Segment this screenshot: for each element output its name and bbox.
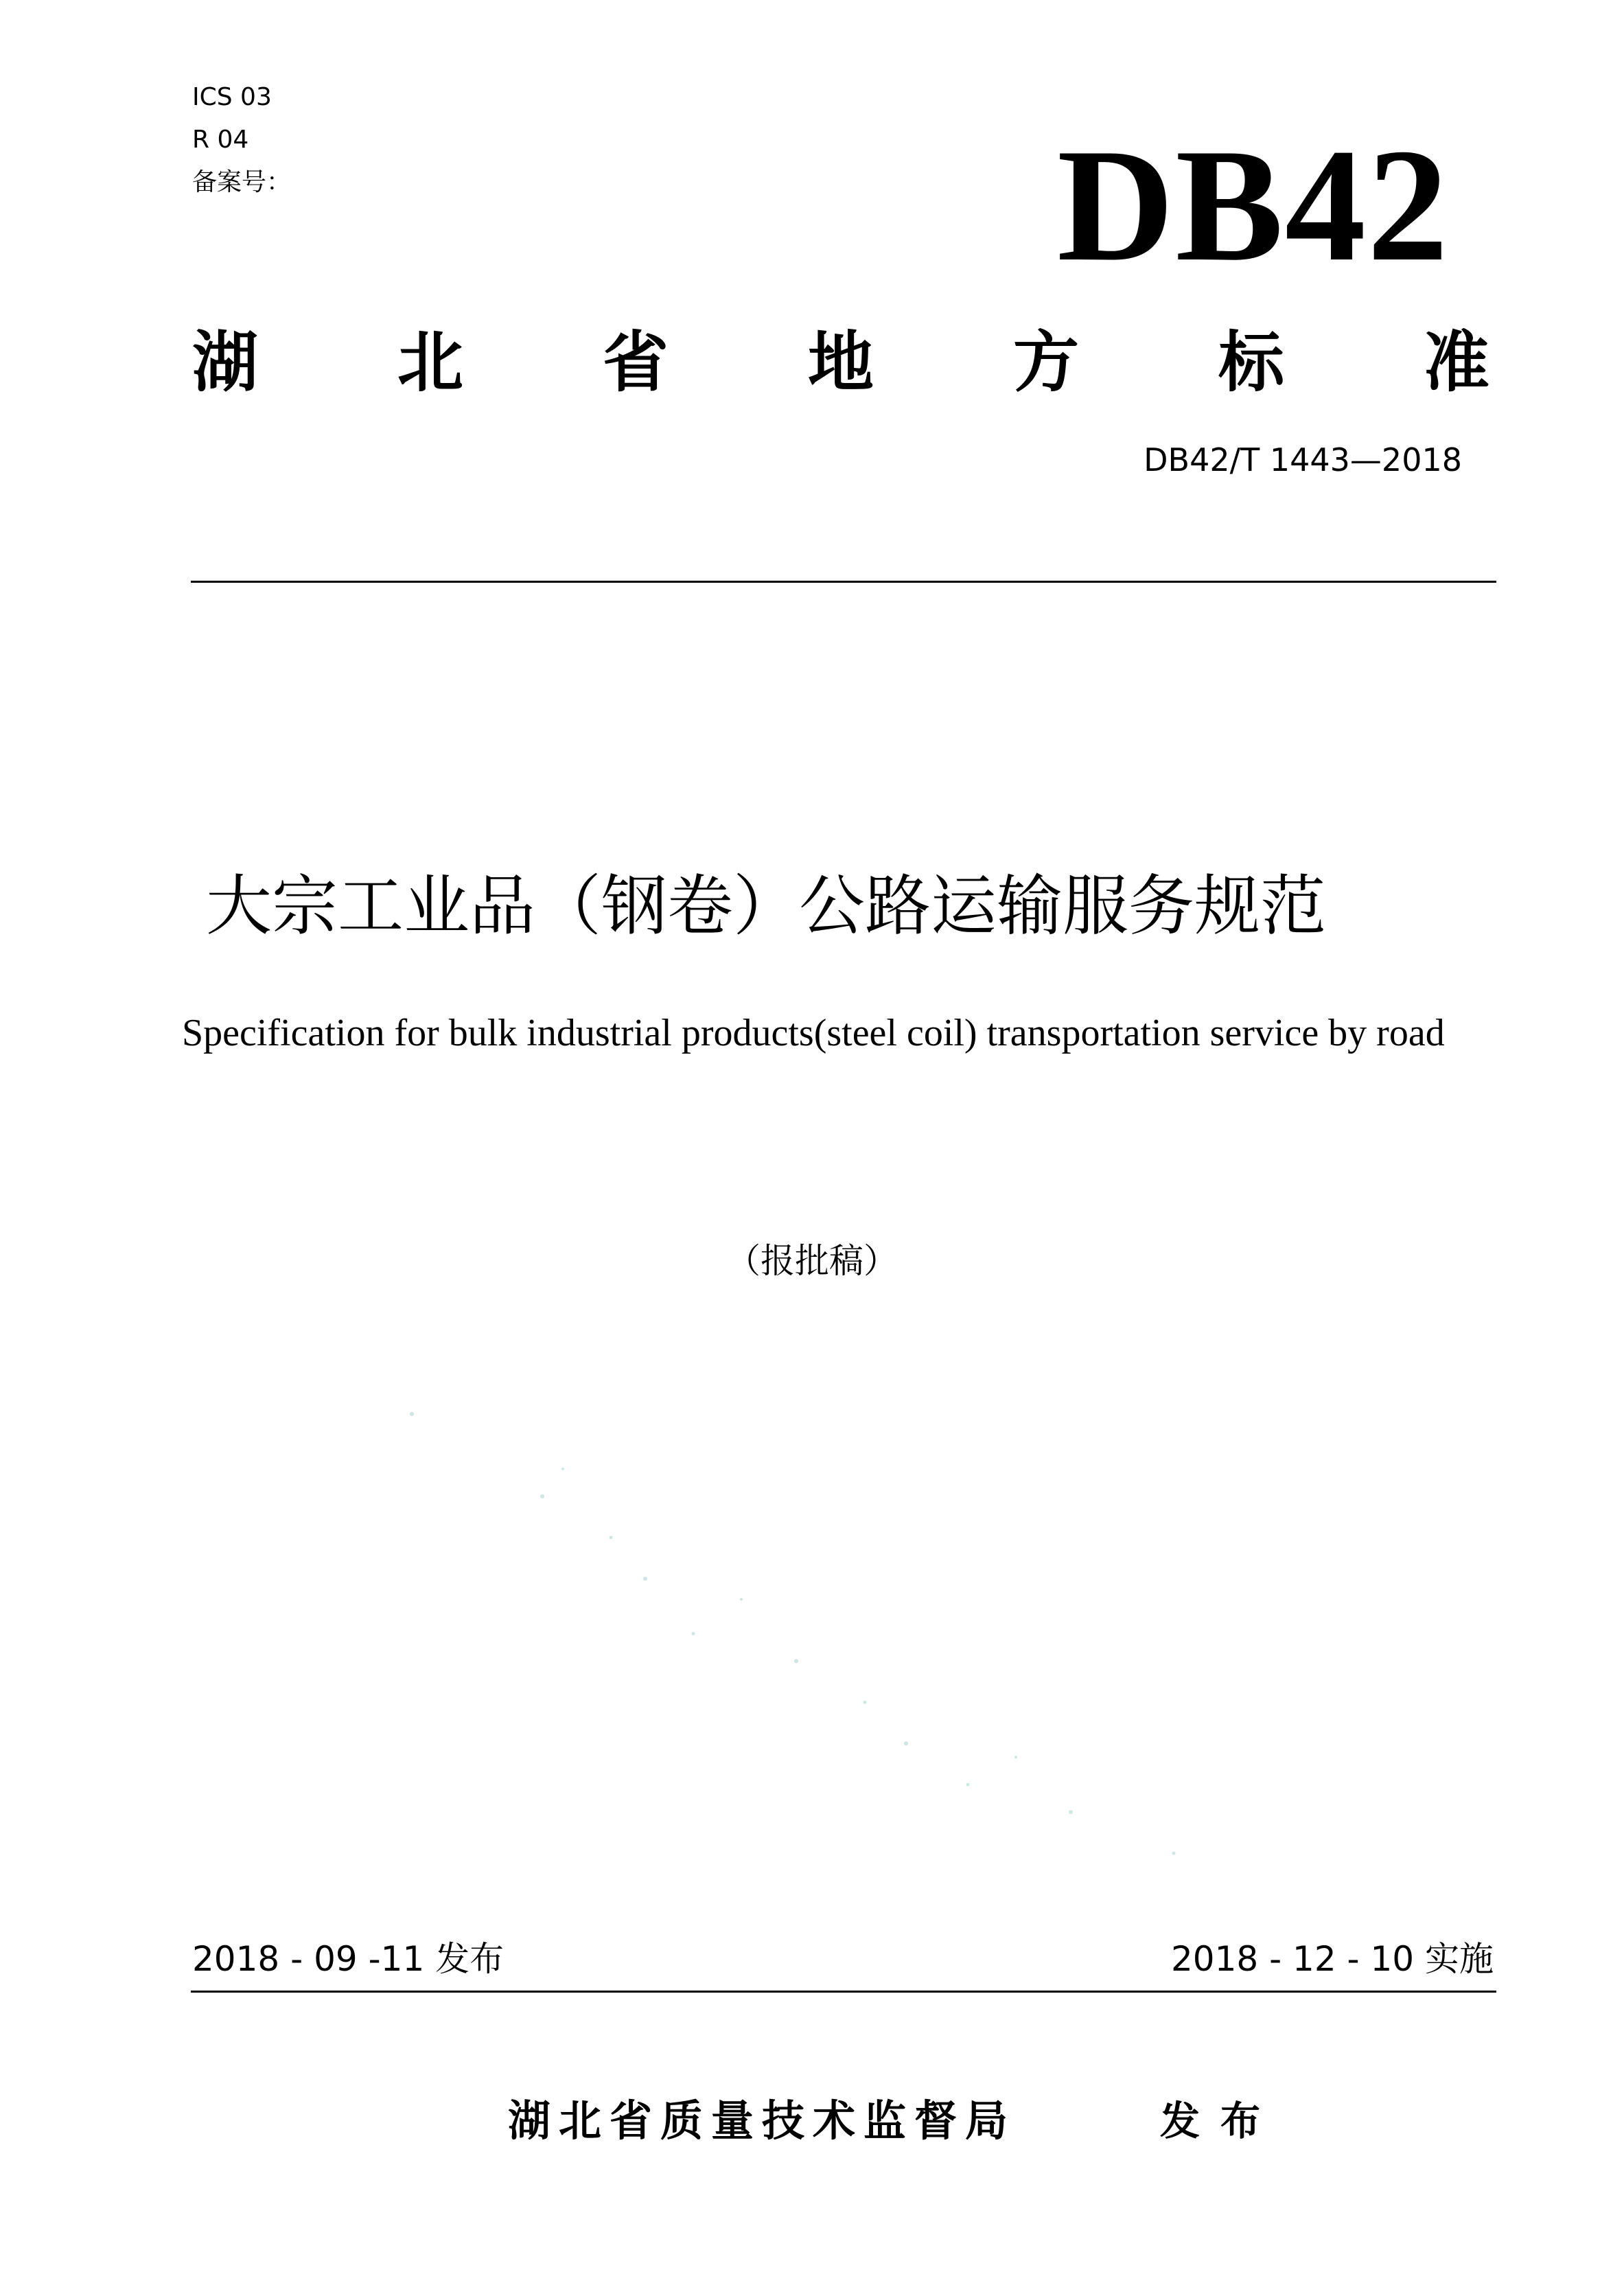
draft-status: （报批稿） (726, 1241, 898, 1281)
standard-number: DB42/T 1443—2018 (1144, 441, 1462, 478)
standard-type-char: 标 (1218, 323, 1284, 401)
issuing-organization: 湖北省质量技术监督局 (508, 2096, 1017, 2146)
implementation-date: 2018 - 12 - 10 实施 (1170, 1939, 1494, 1979)
standard-type-char: 地 (808, 323, 874, 401)
standard-type-char: 湖 (192, 323, 258, 401)
standard-type-char: 方 (1013, 323, 1079, 401)
top-divider (191, 581, 1496, 583)
ics-code: ICS 03 (192, 83, 272, 111)
db42-logo: DB42 (1057, 116, 1450, 295)
ccs-code: R 04 (192, 126, 249, 154)
standard-type-char: 准 (1424, 323, 1489, 401)
record-number-label: 备案号： (192, 168, 292, 196)
bottom-divider (191, 1991, 1496, 1993)
standard-type-char: 北 (397, 323, 463, 401)
document-title-cn: 大宗工业品（钢卷）公路运输服务规范 (206, 868, 1326, 944)
standard-type-char: 省 (603, 323, 669, 401)
issue-label: 发布 (1160, 2098, 1281, 2144)
standard-type-title (192, 312, 1489, 402)
issue-date: 2018 - 09 -11 发布 (192, 1939, 504, 1979)
scan-specks (384, 1373, 1277, 1922)
speck-group (410, 1412, 1176, 1855)
document-title-en: Specification for bulk industrial products(steel coil) transportation service by road (182, 1012, 1445, 1054)
